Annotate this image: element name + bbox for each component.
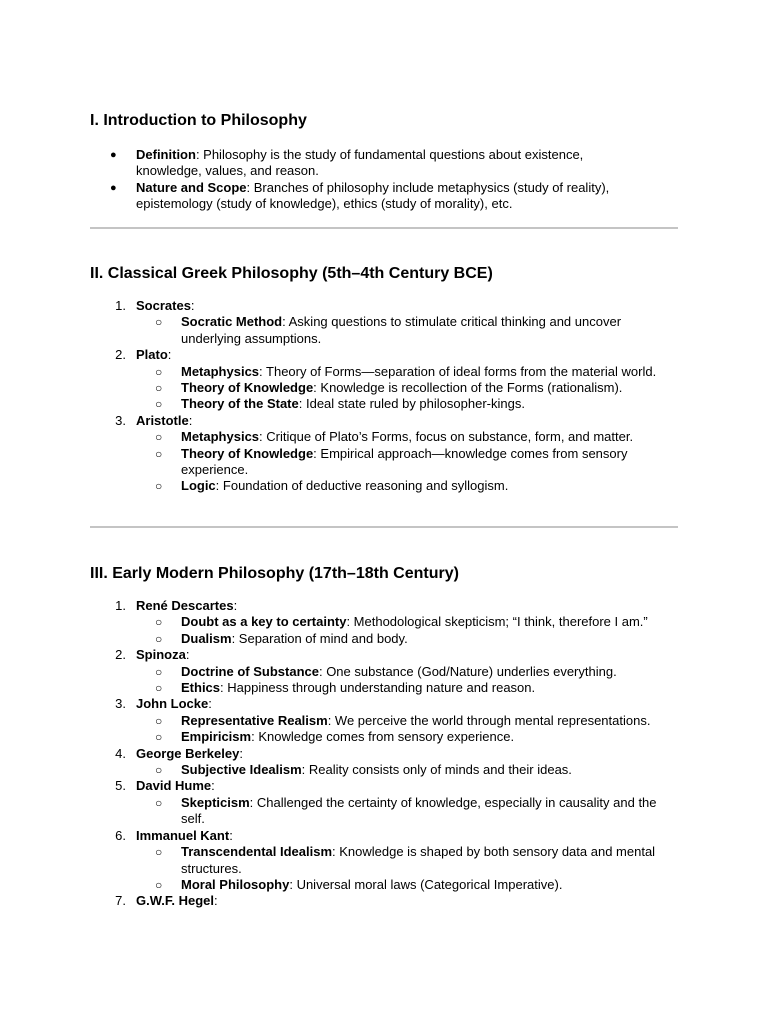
circle-bullet-icon: ○ bbox=[155, 397, 163, 412]
term: Moral Philosophy bbox=[181, 876, 290, 892]
sub-item bbox=[0, 396, 768, 412]
definition: : Ideal state ruled by philosopher-kings. bbox=[298, 396, 525, 412]
section-divider bbox=[90, 227, 678, 229]
definition: : Knowledge is recollection of the Forms (rationalism). bbox=[313, 380, 623, 396]
term: Socratic Method bbox=[181, 314, 283, 330]
section-1-heading: I. Introduction to Philosophy bbox=[90, 112, 307, 129]
term: Definition bbox=[136, 147, 196, 162]
item-number: 2. bbox=[115, 347, 126, 363]
circle-bullet-icon: ○ bbox=[155, 615, 163, 630]
definition: : Foundation of deductive reasoning and syllogism. bbox=[215, 478, 509, 494]
item-number: 1. bbox=[115, 598, 126, 613]
term: Representative Realism bbox=[181, 712, 328, 728]
definition: : One substance (God/Nature) underlies everything. bbox=[318, 663, 617, 679]
circle-bullet-icon: ○ bbox=[155, 381, 163, 396]
definition: : Empirical approach—knowledge comes from sensory experience. bbox=[181, 445, 628, 478]
circle-bullet-icon: ○ bbox=[155, 664, 163, 679]
definition: : Critique of Plato’s Forms, focus on substance, form, and matter. bbox=[259, 429, 634, 445]
definition: : We perceive the world through mental representations. bbox=[327, 712, 651, 728]
item-number: 3. bbox=[115, 412, 126, 428]
circle-bullet-icon: ○ bbox=[155, 364, 163, 379]
sub-item bbox=[0, 729, 768, 745]
list-item: 1. Socrates: bbox=[0, 298, 768, 314]
philosopher-name: René Descartes bbox=[136, 598, 234, 613]
term: Skepticism bbox=[181, 794, 250, 810]
circle-bullet-icon: ○ bbox=[155, 315, 163, 330]
item-number: 5. bbox=[115, 778, 126, 794]
section-3-heading: III. Early Modern Philosophy (17th–18th Century) bbox=[90, 565, 459, 582]
circle-bullet-icon: ○ bbox=[155, 845, 163, 860]
definition: : Universal moral laws (Categorical Imperative). bbox=[289, 876, 563, 892]
bullet-icon: ● bbox=[110, 181, 117, 194]
sub-item bbox=[0, 762, 768, 778]
sub-item bbox=[0, 364, 768, 380]
circle-bullet-icon: ○ bbox=[155, 430, 163, 445]
list-item bbox=[0, 180, 768, 213]
list-item: 2. Spinoza: bbox=[0, 647, 768, 663]
bullet-icon: ● bbox=[110, 149, 117, 161]
term: Theory of Knowledge bbox=[181, 445, 314, 461]
circle-bullet-icon: ○ bbox=[155, 877, 163, 892]
section-1-list bbox=[0, 147, 768, 213]
term: Dualism bbox=[181, 630, 232, 646]
philosopher-name: Immanuel Kant bbox=[136, 827, 230, 843]
list-item: 3. John Locke: bbox=[0, 696, 768, 712]
section-2-list bbox=[0, 298, 768, 495]
definition: : Methodological skepticism; “I think, therefore I am.” bbox=[346, 614, 648, 630]
philosopher-name: Plato bbox=[136, 347, 168, 363]
list-item: 3. Aristotle: bbox=[0, 413, 768, 429]
term: Subjective Idealism bbox=[181, 762, 302, 778]
term: Doctrine of Substance bbox=[181, 663, 319, 679]
definition: : Happiness through understanding nature and reason. bbox=[220, 680, 536, 696]
sub-item bbox=[0, 795, 768, 828]
sub-item bbox=[0, 478, 768, 494]
definition: : Branches of philosophy include metaphysics (study of reality), epistemology (study of knowledge), ethics (study of morality), etc. bbox=[136, 179, 610, 212]
definition: : Challenged the certainty of knowledge, especially in causality and the self. bbox=[181, 794, 657, 827]
philosopher-name: David Hume bbox=[136, 778, 212, 794]
sub-item bbox=[0, 713, 768, 729]
sub-item bbox=[0, 680, 768, 696]
definition: : Theory of Forms—separation of ideal forms from the material world. bbox=[259, 363, 657, 379]
definition: : Knowledge comes from sensory experience. bbox=[251, 729, 515, 745]
item-number: 1. bbox=[115, 298, 126, 313]
list-item: 4. George Berkeley: bbox=[0, 746, 768, 762]
philosopher-name: Socrates bbox=[136, 298, 191, 313]
section-3-list bbox=[0, 598, 768, 910]
philosopher-name: G.W.F. Hegel bbox=[136, 893, 215, 909]
sub-item bbox=[0, 429, 768, 445]
list-item: 1. René Descartes: bbox=[0, 598, 768, 614]
circle-bullet-icon: ○ bbox=[155, 479, 163, 494]
definition: : Separation of mind and body. bbox=[231, 630, 408, 646]
term: Logic bbox=[181, 478, 216, 494]
section-divider bbox=[90, 526, 678, 528]
item-number: 2. bbox=[115, 647, 126, 663]
term: Metaphysics bbox=[181, 429, 260, 445]
circle-bullet-icon: ○ bbox=[155, 795, 163, 810]
term: Ethics bbox=[181, 680, 221, 696]
item-number: 4. bbox=[115, 745, 126, 761]
list-item: 7. G.W.F. Hegel: bbox=[0, 893, 768, 909]
term: Nature and Scope bbox=[136, 179, 247, 195]
list-item: 5. David Hume: bbox=[0, 778, 768, 794]
sub-item bbox=[0, 446, 768, 479]
circle-bullet-icon: ○ bbox=[155, 631, 163, 646]
item-number: 7. bbox=[115, 893, 126, 909]
definition: : Philosophy is the study of fundamental questions about existence, knowledge, values, and reason. bbox=[136, 147, 584, 179]
definition: : Reality consists only of minds and their ideas. bbox=[301, 762, 572, 778]
sub-item bbox=[0, 380, 768, 396]
philosopher-name: John Locke bbox=[136, 696, 209, 712]
sub-item bbox=[0, 664, 768, 680]
sub-item bbox=[0, 631, 768, 647]
definition: : Asking questions to stimulate critical thinking and uncover underlying assumptions. bbox=[181, 314, 622, 346]
item-number: 6. bbox=[115, 827, 126, 843]
item-number: 3. bbox=[115, 696, 126, 712]
philosopher-name: Aristotle bbox=[136, 412, 189, 428]
term: Theory of the State bbox=[181, 396, 299, 412]
sub-item bbox=[0, 877, 768, 893]
philosopher-name: George Berkeley bbox=[136, 745, 240, 761]
definition: : Knowledge is shaped by both sensory data and mental structures. bbox=[181, 844, 656, 876]
list-item: 2. Plato: bbox=[0, 347, 768, 363]
philosopher-name: Spinoza bbox=[136, 647, 186, 663]
list-item: 6. Immanuel Kant: bbox=[0, 828, 768, 844]
section-2-heading: II. Classical Greek Philosophy (5th–4th Century BCE) bbox=[90, 265, 493, 282]
circle-bullet-icon: ○ bbox=[155, 763, 163, 778]
sub-item bbox=[0, 844, 768, 877]
term: Empiricism bbox=[181, 729, 252, 745]
circle-bullet-icon: ○ bbox=[155, 446, 163, 461]
circle-bullet-icon: ○ bbox=[155, 681, 163, 696]
term: Theory of Knowledge bbox=[181, 380, 314, 396]
sub-item bbox=[0, 314, 768, 347]
sub-item bbox=[0, 614, 768, 630]
list-item bbox=[0, 147, 768, 180]
circle-bullet-icon: ○ bbox=[155, 730, 163, 745]
term: Metaphysics bbox=[181, 363, 260, 379]
circle-bullet-icon: ○ bbox=[155, 713, 163, 728]
term: Transcendental Idealism bbox=[181, 844, 333, 860]
term: Doubt as a key to certainty bbox=[181, 614, 347, 630]
